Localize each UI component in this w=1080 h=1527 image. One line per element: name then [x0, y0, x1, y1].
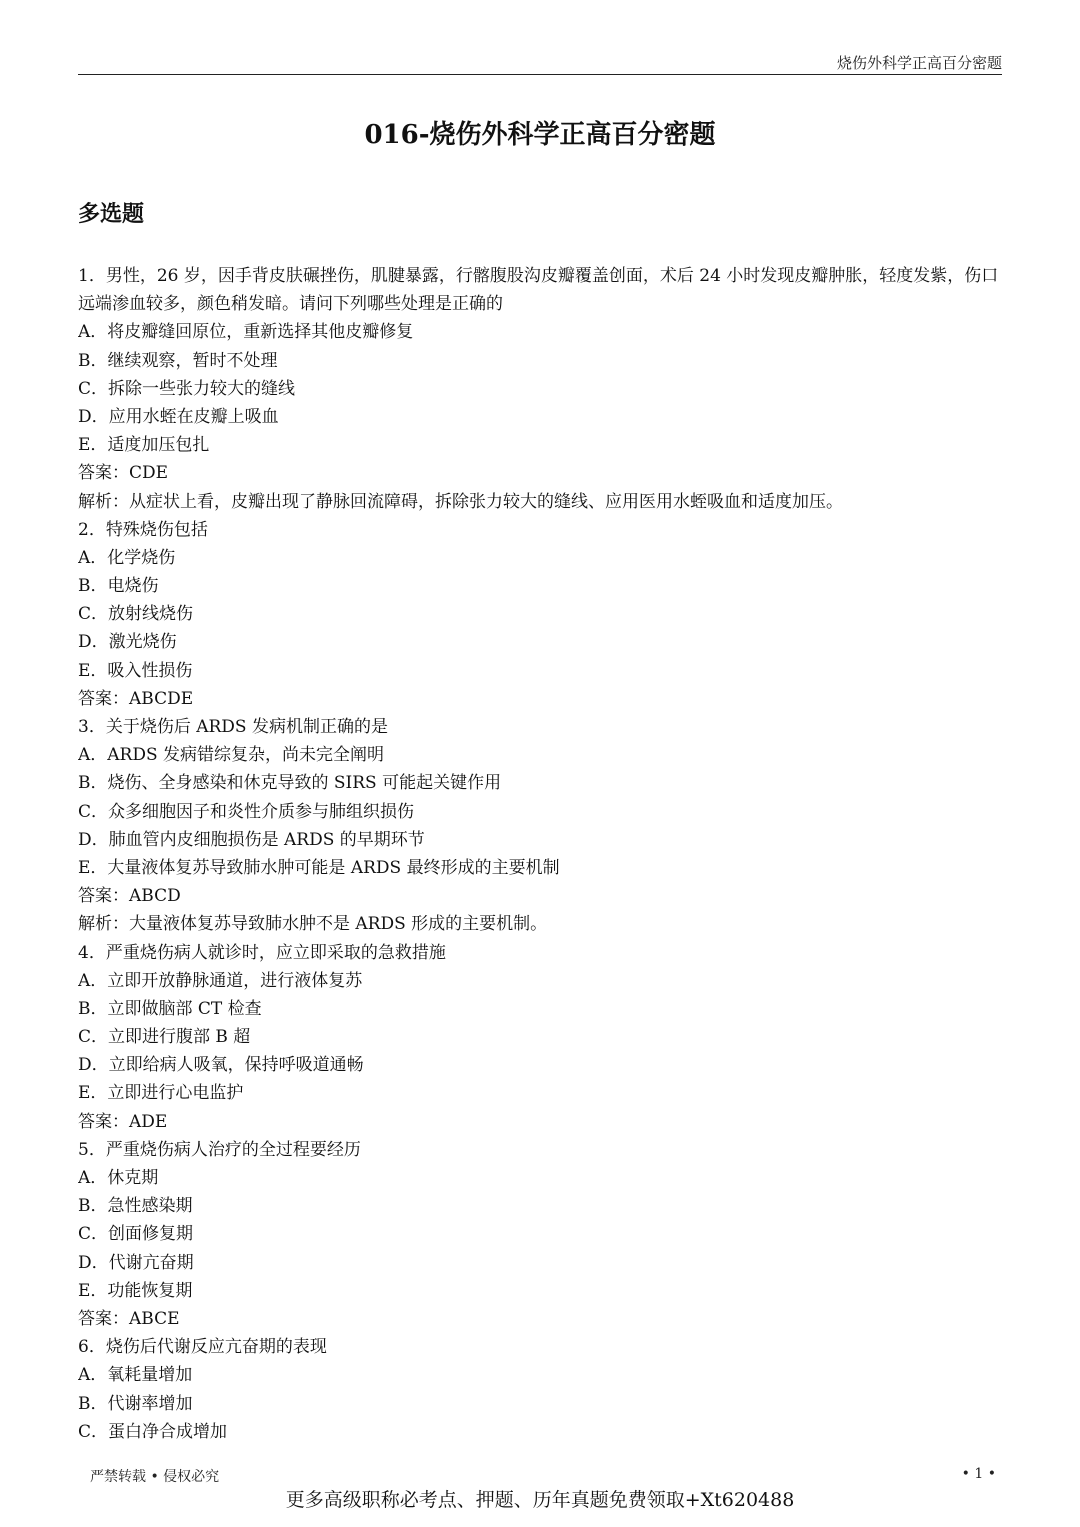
option: E．大量液体复苏导致肺水肿可能是 ARDS 最终形成的主要机制 [78, 857, 560, 878]
option: C．拆除一些张力较大的缝线 [78, 378, 296, 399]
option: D．激光烧伤 [78, 632, 177, 653]
document-title: 016-烧伤外科学正高百分密题 [364, 120, 716, 150]
question-stem: 6．烧伤后代谢反应亢奋期的表现 [78, 1337, 327, 1358]
option: A．休克期 [78, 1168, 159, 1189]
question-stem: 5．严重烧伤病人治疗的全过程要经历 [78, 1139, 361, 1160]
option: B．代谢率增加 [78, 1393, 193, 1414]
option: B．烧伤、全身感染和休克导致的 SIRS 可能起关键作用 [78, 773, 502, 794]
option: C．创面修复期 [78, 1224, 194, 1245]
option: A．ARDS 发病错综复杂，尚未完全阐明 [78, 745, 385, 766]
answer: 答案：ABCDE [78, 688, 194, 709]
analysis: 解析：大量液体复苏导致肺水肿不是 ARDS 形成的主要机制。 [78, 914, 548, 935]
answer: 答案：CDE [78, 463, 169, 484]
option: E．适度加压包扎 [78, 435, 210, 456]
option: C．蛋白净合成增加 [78, 1421, 228, 1442]
analysis: 解析：从症状上看，皮瓣出现了静脉回流障碍，拆除张力较大的缝线、应用医用水蛭吸血和适度加压。 [78, 491, 843, 512]
question-list [78, 262, 1002, 1446]
option: C．众多细胞因子和炎性介质参与肺组织损伤 [78, 801, 415, 822]
option: A．氧耗量增加 [78, 1365, 193, 1386]
option: D．肺血管内皮细胞损伤是 ARDS 的早期环节 [78, 829, 425, 850]
option: E．功能恢复期 [78, 1280, 193, 1301]
option: E．立即进行心电监护 [78, 1083, 244, 1104]
option: D．应用水蛭在皮瓣上吸血 [78, 406, 279, 427]
question-stem: 1．男性，26 岁，因手背皮肤碾挫伤，肌腱暴露，行髂腹股沟皮瓣覆盖创面，术后 24 小时发现皮瓣肿胀，轻度发紫，伤口远端渗血较多，颜色稍发暗。请问下列哪些处理是正确的 [78, 266, 999, 315]
option: A．立即开放静脉通道，进行液体复苏 [78, 970, 363, 991]
section-heading: 多选题 [78, 201, 145, 227]
option: B．急性感染期 [78, 1196, 193, 1217]
option: E．吸入性损伤 [78, 660, 193, 681]
copyright-notice: 严禁转载 • 侵权必究 [90, 1469, 220, 1485]
promo-banner-text: 更多高级职称必考点、押题、历年真题免费领取+Xt620488 [285, 1489, 795, 1511]
option: B．继续观察，暂时不处理 [78, 350, 278, 371]
question-stem: 2．特殊烧伤包括 [78, 519, 208, 540]
option: A．化学烧伤 [78, 547, 176, 568]
option: A．将皮瓣缝回原位，重新选择其他皮瓣修复 [78, 322, 414, 343]
option: C．放射线烧伤 [78, 604, 194, 625]
header-divider [78, 74, 1002, 75]
option: D．代谢亢奋期 [78, 1252, 194, 1273]
option: C．立即进行腹部 B 超 [78, 1027, 251, 1048]
option: B．电烧伤 [78, 576, 159, 597]
answer: 答案：ADE [78, 1111, 168, 1132]
question-stem: 4．严重烧伤病人就诊时，应立即采取的急救措施 [78, 942, 446, 963]
option: B．立即做脑部 CT 检查 [78, 998, 262, 1019]
option: D．立即给病人吸氧，保持呼吸道通畅 [78, 1055, 364, 1076]
question-stem: 3．关于烧伤后 ARDS 发病机制正确的是 [78, 717, 388, 738]
page-number: • 1 • [961, 1466, 996, 1482]
answer: 答案：ABCD [78, 886, 181, 907]
answer: 答案：ABCE [78, 1308, 180, 1329]
running-header: 烧伤外科学正高百分密题 [836, 54, 1002, 72]
